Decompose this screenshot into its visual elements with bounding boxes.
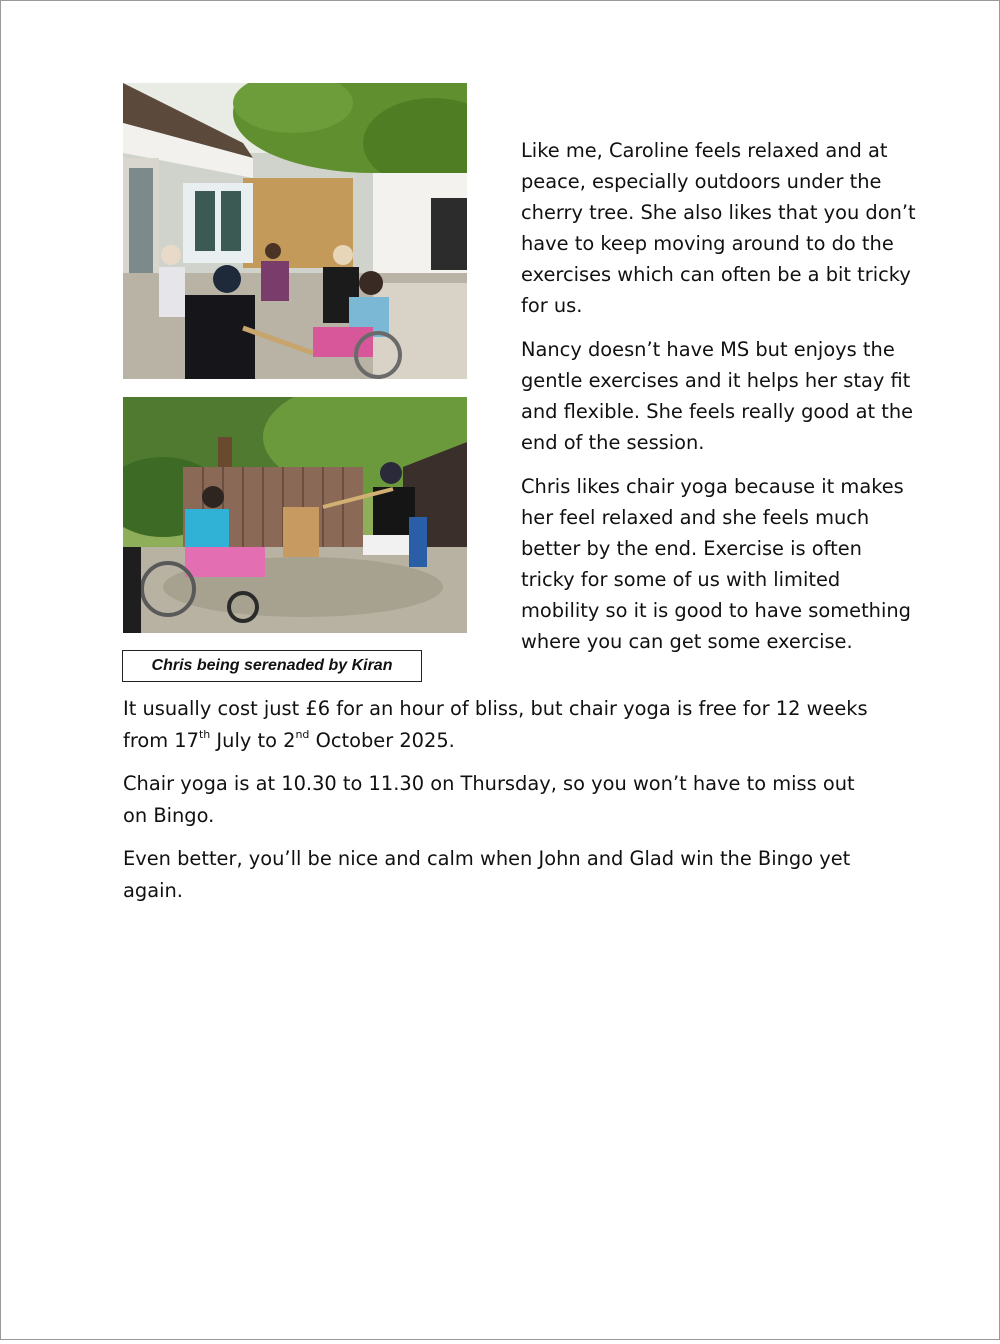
paragraph-bingo: Even better, you’ll be nice and calm when John and Glad win the Bingo yet again. [123,847,851,902]
cost-text-part1: It usually cost just £6 for an hour of bliss, but chair yoga is free for 12 weeks from 17 [123,697,868,752]
photo-group-outdoors [123,83,467,379]
right-column-text [521,135,921,670]
photo-chris-and-kiran-image [123,397,467,633]
photo-chris-and-kiran [123,397,467,633]
paragraph-schedule: Chair yoga is at 10.30 to 11.30 on Thursday, so you won’t have to miss out on Bingo. [123,772,855,827]
paragraph-caroline: Like me, Caroline feels relaxed and at peace, especially outdoors under the cherry tree. She also likes that you don’t have to keep moving around to do the exercises which can often be a bit tricky for us. [521,139,916,317]
cost-superscript-th: th [198,728,211,741]
cost-text-part3: October 2025. [309,729,455,752]
cost-text-part2: July to 2 [210,729,296,752]
cost-superscript-nd: nd [295,728,310,741]
full-width-text [123,693,883,918]
paragraph-cost [123,693,883,757]
paragraph-nancy: Nancy doesn’t have MS but enjoys the gentle exercises and it helps her stay fit and flexible. She feels really good at the end of the session. [521,338,914,454]
paragraph-chris: Chris likes chair yoga because it makes her feel relaxed and she feels much better by the end. Exercise is often tricky for some of us with limited mobility so it is good to have something where you can get some exercise. [521,475,911,653]
photo-caption [122,650,422,682]
photo-group-outdoors-image [123,83,467,379]
photo-caption-text: Chris being serenaded by Kiran [151,657,393,674]
